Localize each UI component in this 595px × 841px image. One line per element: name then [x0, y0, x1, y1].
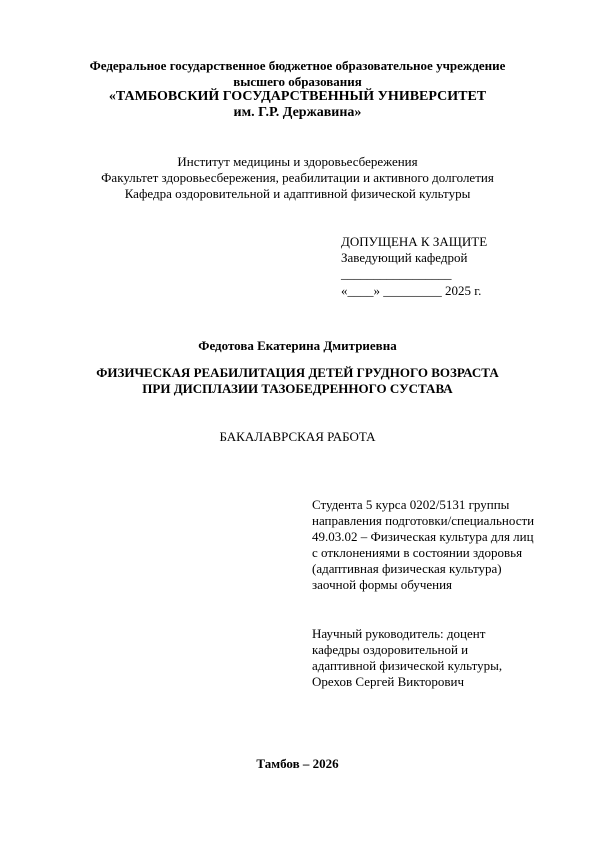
- thesis-title-line-1: ФИЗИЧЕСКАЯ РЕАБИЛИТАЦИЯ ДЕТЕЙ ГРУДНОГО ВОЗРАСТА: [96, 365, 499, 380]
- student-info-line: (адаптивная физическая культура): [312, 561, 502, 576]
- work-type: БАКАЛАВРСКАЯ РАБОТА: [219, 429, 376, 444]
- approval-block: [341, 235, 581, 305]
- university-name: «ТАМБОВСКИЙ ГОСУДАРСТВЕННЫЙ УНИВЕРСИТЕТ: [108, 89, 487, 104]
- thesis-title-line-2: ПРИ ДИСПЛАЗИИ ТАЗОБЕДРЕННОГО СУСТАВА: [142, 381, 453, 396]
- student-info-line: с отклонениями в состоянии здоровья: [312, 545, 523, 560]
- signature-line: _________________: [341, 266, 452, 281]
- faculty-name: Факультет здоровьесбережения, реабилитации и активного долголетия: [101, 170, 494, 185]
- supervisor-name: Орехов Сергей Викторович: [312, 674, 465, 689]
- author-name: Федотова Екатерина Дмитриевна: [198, 338, 397, 353]
- supervisor-info-block: [312, 627, 582, 697]
- university-name-suffix: им. Г.Р. Державина»: [233, 105, 362, 120]
- approval-date-line: «____» _________ 2025 г.: [341, 283, 482, 298]
- supervisor-info-line: Научный руководитель: доцент: [312, 626, 486, 641]
- student-info-line: Студента 5 курса 0202/5131 группы: [312, 497, 510, 512]
- supervisor-info-line: кафедры оздоровительной и: [312, 642, 469, 657]
- city-year: Тамбов – 2026: [256, 756, 339, 771]
- institute-name: Институт медицины и здоровьесбережения: [177, 154, 418, 169]
- student-info-line: 49.03.02 – Физическая культура для лиц: [312, 529, 534, 544]
- supervisor-info-line: адаптивной физической культуры,: [312, 658, 503, 673]
- student-info-block: [312, 498, 582, 598]
- approval-role: Заведующий кафедрой: [341, 250, 468, 265]
- header-line-1: Федеральное государственное бюджетное образовательное учреждение: [89, 58, 506, 73]
- department-name: Кафедра оздоровительной и адаптивной физической культуры: [124, 186, 471, 201]
- header-line-2: высшего образования: [233, 74, 362, 89]
- student-info-line: заочной формы обучения: [312, 577, 453, 592]
- approval-title: ДОПУЩЕНА К ЗАЩИТЕ: [341, 234, 488, 249]
- student-info-line: направления подготовки/специальности: [312, 513, 535, 528]
